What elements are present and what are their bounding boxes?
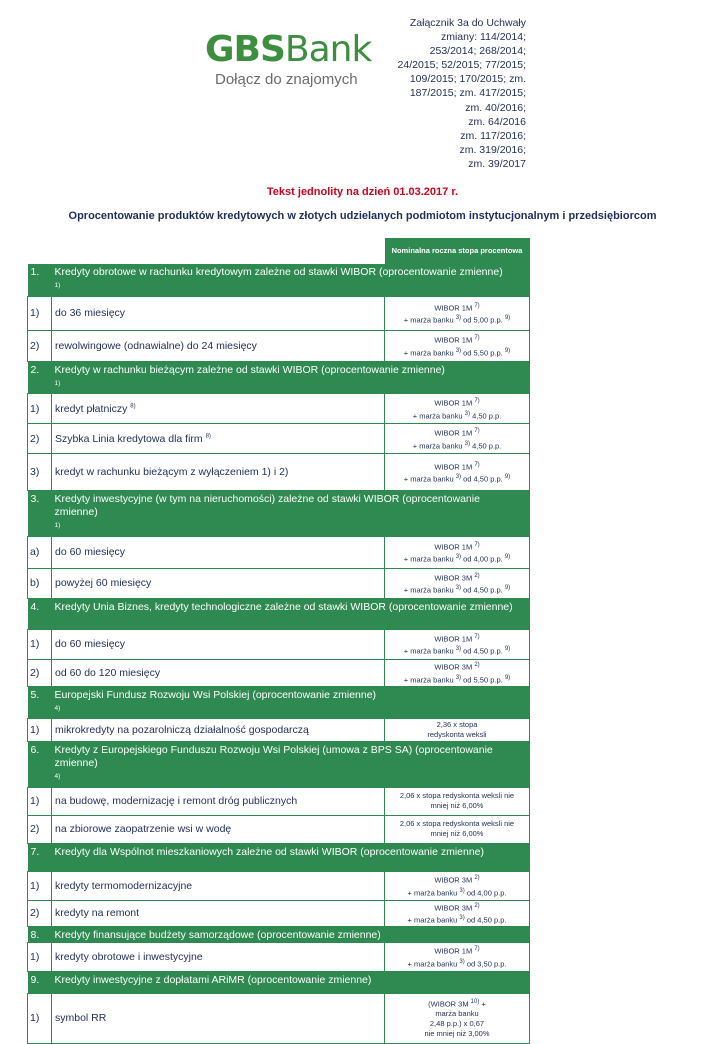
- cell-text: do 36 miesięcy: [55, 307, 126, 319]
- section-heading: [52, 686, 530, 719]
- cell-text: Kredyty z Europejskiego Funduszu Rozwoju Wsi Polskiej (umowa z BPS SA) (oprocentowanie zmienne): [54, 744, 493, 769]
- product-name: [52, 787, 385, 815]
- rate-line: [385, 873, 529, 886]
- cell-text: WIBOR 3M: [434, 903, 475, 912]
- section-number: 3.: [28, 491, 52, 537]
- section-heading: [52, 971, 530, 993]
- product-row: [28, 942, 530, 971]
- rate-line: [385, 660, 529, 673]
- cell-text: WIBOR 3M: [434, 875, 475, 885]
- product-row: [28, 719, 530, 742]
- cell-text: + marża banku: [407, 915, 460, 925]
- product-number: 1): [28, 942, 52, 971]
- rate-line: [385, 301, 529, 314]
- cell-text: kredyt w rachunku bieżącym z wyłączeniem 1) i 2): [55, 466, 289, 478]
- gbs-bank-logo: [205, 29, 375, 94]
- section-heading: [52, 598, 530, 629]
- section-number: 7.: [28, 843, 52, 871]
- footnote-ref: 2): [474, 875, 480, 881]
- footnote-ref: 9): [504, 315, 511, 321]
- product-row: [28, 296, 530, 330]
- rate-line: [385, 313, 529, 326]
- logo-wordmark: GBSBank: [205, 29, 372, 70]
- footnote-ref: 7): [474, 335, 480, 341]
- cell-text: od 4,50 p.p.: [461, 474, 505, 484]
- rate-line: [385, 396, 529, 409]
- footnote-ref: 7): [474, 428, 480, 434]
- cell-text: + marża banku: [412, 441, 465, 450]
- cell-text: od 3,50 p.p.: [464, 959, 507, 968]
- rate-line: [385, 730, 529, 740]
- cell-text: + marża banku: [407, 888, 460, 897]
- appendix-line: zmiany: 114/2014;: [440, 31, 526, 44]
- rate-line: [385, 460, 529, 473]
- section-heading: [52, 926, 530, 942]
- rate-line: [385, 901, 529, 914]
- appendix-line: zm. 319/2016;: [459, 143, 526, 156]
- product-number: 2): [28, 330, 52, 361]
- footnote-ref: 8): [130, 403, 136, 409]
- cell-text: od 4,00 p.p.: [461, 554, 505, 564]
- cell-text: WIBOR 1M: [434, 946, 475, 956]
- cell-text: do 60 miesięcy: [55, 638, 126, 650]
- footnote-ref: 3): [455, 646, 462, 652]
- footnote-ref: 2): [474, 902, 480, 909]
- cell-text: WIBOR 1M: [434, 634, 475, 643]
- footnote-ref: 7): [474, 398, 480, 404]
- section-heading: [52, 491, 530, 537]
- product-rate: [385, 629, 530, 659]
- product-name: [52, 900, 385, 926]
- section-number: 6.: [28, 742, 52, 788]
- rate-line: [385, 472, 529, 485]
- cell-text: Kredyty w rachunku bieżącym zależne od stawki WIBOR (oprocentowanie zmienne): [54, 363, 445, 376]
- cell-text: + marża banku: [403, 474, 456, 484]
- product-row: [28, 629, 530, 659]
- section-row: [28, 264, 530, 296]
- footnote-ref: 2): [474, 662, 480, 668]
- product-row: [28, 568, 530, 598]
- appendix-line: 187/2015; zm. 417/2015;: [409, 87, 526, 100]
- product-rate: [385, 454, 530, 491]
- product-name: [52, 815, 385, 843]
- section-row: [28, 843, 530, 871]
- cell-text: symbol RR: [55, 1012, 107, 1024]
- product-name: [52, 424, 385, 454]
- cell-text: + marża banku: [412, 411, 465, 420]
- appendix-line: zm. 64/2016: [468, 115, 526, 128]
- product-row: [28, 993, 530, 1043]
- footnote-ref: 9): [504, 674, 511, 681]
- section-number: 1.: [28, 264, 52, 296]
- product-rate: [385, 787, 530, 815]
- cell-text: od 60 do 120 miesięcy: [55, 666, 161, 679]
- product-number: 1): [28, 394, 52, 424]
- rate-line: [385, 333, 529, 346]
- product-row: [28, 394, 530, 424]
- header-blank-cell: [28, 238, 385, 264]
- footnote-ref: 3): [455, 554, 462, 560]
- rate-line: [385, 1019, 529, 1029]
- rate-line: [385, 720, 529, 730]
- logo-tagline: Dołącz do znajomych: [215, 71, 358, 88]
- product-name: [52, 993, 385, 1043]
- product-number: 1): [28, 993, 52, 1043]
- table-header-row: [28, 238, 530, 264]
- cell-text: Europejski Fundusz Rozwoju Wsi Polskiej (oprocentowanie zmienne): [54, 688, 377, 701]
- cell-text: mniej niż 6,00%: [430, 801, 484, 810]
- product-rate: [385, 871, 530, 900]
- rate-line: [385, 1009, 529, 1019]
- product-row: [28, 424, 530, 454]
- cell-text: kredyt płatniczy: [55, 402, 131, 415]
- cell-text: 4,50 p.p.: [469, 441, 502, 450]
- rate-line: [385, 346, 529, 359]
- appendix-line: zm. 40/2016;: [465, 101, 526, 114]
- appendix-line: Załącznik 3a do Uchwały: [409, 17, 526, 29]
- footnote-ref: 1): [54, 379, 61, 387]
- cell-text: od 4,50 p.p.: [461, 646, 505, 656]
- section-row: [28, 686, 530, 719]
- product-number: b): [28, 568, 52, 598]
- footnote-ref: 2): [474, 572, 480, 579]
- product-name: [52, 454, 385, 491]
- rate-line: [385, 829, 529, 839]
- rate-line: [385, 426, 529, 439]
- product-rate: [385, 659, 530, 686]
- appendix-line: 253/2014; 268/2014;: [429, 45, 526, 58]
- cell-text: + marża banku: [403, 554, 456, 564]
- footnote-ref: 1): [54, 522, 61, 529]
- footnote-ref: 9): [504, 585, 511, 591]
- product-rate: [385, 536, 530, 568]
- footnote-ref: 7): [474, 633, 480, 640]
- product-row: [28, 871, 530, 900]
- product-number: 2): [28, 424, 52, 454]
- section-row: [28, 971, 530, 993]
- cell-text: kredyty na remont: [55, 907, 140, 919]
- cell-text: Kredyty inwestycyjne z dopłatami ARiMR (oprocentowanie zmienne): [54, 973, 372, 986]
- cell-text: WIBOR 1M: [434, 303, 475, 312]
- section-row: [28, 598, 530, 629]
- rate-line: [385, 997, 529, 1010]
- product-rate: [385, 900, 530, 926]
- cell-text: od 4,50 p.p.: [464, 915, 507, 925]
- product-number: 1): [28, 871, 52, 900]
- cell-text: na zbiorowe zaopatrzenie wsi w wodę: [55, 823, 232, 835]
- product-number: 1): [28, 296, 52, 330]
- cell-text: Szybka Linia kredytowa dla firm: [55, 432, 206, 445]
- product-rate: [385, 568, 530, 598]
- cell-text: od 5,50 p.p.: [461, 675, 505, 684]
- product-number: 2): [28, 659, 52, 686]
- cell-text: Kredyty obrotowe w rachunku kredytowym zależne od stawki WIBOR (oprocentowanie zmienne): [54, 266, 503, 278]
- footnote-ref: 3): [455, 585, 462, 591]
- rate-line: [385, 540, 529, 553]
- cell-text: + marża banku: [403, 315, 456, 325]
- footnote-ref: 3): [455, 347, 462, 354]
- footnote-ref: 3): [464, 440, 470, 447]
- cell-text: + marża banku: [403, 646, 456, 656]
- footnote-ref: 9): [504, 474, 511, 480]
- appendix-note: [380, 16, 526, 171]
- cell-text: 2,36 x stopa: [436, 720, 478, 729]
- rate-line: [385, 819, 529, 829]
- rate-line: [385, 913, 529, 926]
- cell-text: + marża banku: [403, 675, 456, 684]
- footnote-ref: 4): [54, 773, 61, 780]
- cell-text: 2,48 p.p.) x 0,67: [429, 1019, 485, 1029]
- cell-text: od 4,50 p.p.: [461, 585, 505, 595]
- footnote-ref: 7): [474, 946, 480, 952]
- rate-line: [385, 644, 529, 657]
- footnote-ref: 3): [459, 915, 465, 921]
- section-heading: [52, 742, 530, 788]
- rate-line: [385, 583, 529, 596]
- product-rate: [385, 815, 530, 843]
- cell-text: nie mniej niż 3,00%: [424, 1029, 490, 1039]
- footnote-ref: 3): [455, 674, 462, 681]
- cell-text: marża banku: [435, 1009, 479, 1019]
- product-row: [28, 900, 530, 926]
- cell-text: 2,06 x stopa redyskonta weksli nie: [399, 819, 515, 828]
- rate-line: [385, 944, 529, 957]
- footnote-ref: 8): [205, 433, 211, 439]
- footnote-ref: 7): [474, 461, 480, 468]
- cell-text: od 5,50 p.p.: [461, 348, 505, 357]
- product-number: 1): [28, 629, 52, 659]
- footnote-ref: 7): [474, 302, 480, 309]
- cell-text: + marża banku: [407, 959, 460, 968]
- footnote-ref: 10): [470, 998, 480, 1005]
- section-row: [28, 926, 530, 942]
- cell-text: mikrokredyty na pozarolniczą działalność gospodarczą: [55, 724, 309, 736]
- section-heading: [52, 264, 530, 296]
- footnote-ref: 3): [455, 315, 462, 321]
- product-name: [52, 629, 385, 659]
- cell-text: kredyty termomodernizacyjne: [55, 879, 193, 892]
- cell-text: do 60 miesięcy: [55, 546, 126, 558]
- cell-text: Kredyty finansujące budżety samorządowe (oprocentowanie zmienne): [54, 928, 381, 941]
- cell-text: Kredyty dla Wspólnot mieszkaniowych zależne od stawki WIBOR (oprocentowanie zmienne): [54, 845, 485, 858]
- product-row: [28, 787, 530, 815]
- section-number: 4.: [28, 598, 52, 629]
- section-heading: [52, 361, 530, 394]
- footnote-ref: 3): [464, 410, 470, 417]
- rate-line: [385, 886, 529, 899]
- cell-text: mniej niż 6,00%: [430, 829, 484, 838]
- product-name: [52, 659, 385, 686]
- cell-text: na budowę, modernizację i remont dróg publicznych: [55, 795, 298, 807]
- product-name: [52, 536, 385, 568]
- cell-text: od 5,00 p.p.: [461, 315, 505, 325]
- footnote-ref: 3): [459, 958, 465, 965]
- cell-text: redyskonta weksli: [427, 730, 487, 739]
- rate-line: [385, 1029, 529, 1039]
- product-name: [52, 394, 385, 424]
- rate-column-header: Nominalna roczna stopa procentowa: [385, 238, 530, 264]
- product-name: [52, 942, 385, 971]
- product-row: [28, 330, 530, 361]
- rate-line: [385, 571, 529, 584]
- product-rate: [385, 296, 530, 330]
- cell-text: Kredyty Unia Biznes, kredyty technologiczne zależne od stawki WIBOR (oprocentowanie zmienne): [54, 600, 513, 613]
- rate-line: [385, 957, 529, 970]
- footnote-ref: 9): [504, 646, 511, 652]
- section-number: 8.: [28, 926, 52, 942]
- section-row: [28, 742, 530, 788]
- rate-line: [385, 632, 529, 645]
- appendix-line: zm. 39/2017: [468, 157, 526, 170]
- rate-line: [385, 552, 529, 565]
- rate-line: [385, 791, 529, 801]
- rate-line: [385, 409, 529, 422]
- product-number: 1): [28, 787, 52, 815]
- product-name: [52, 568, 385, 598]
- product-row: [28, 815, 530, 843]
- interest-rate-table: [27, 238, 530, 1044]
- footnote-ref: 9): [504, 554, 511, 560]
- cell-text: WIBOR 1M: [434, 542, 475, 551]
- appendix-line: 109/2015; 170/2015; zm.: [409, 73, 526, 86]
- cell-text: powyżej 60 miesięcy: [55, 577, 152, 589]
- appendix-line: 24/2015; 52/2015; 77/2015;: [397, 59, 526, 72]
- cell-text: 2,06 x stopa redyskonta weksli nie: [399, 791, 515, 800]
- section-row: [28, 361, 530, 394]
- cell-text: kredyty obrotowe i inwestycyjne: [55, 950, 203, 963]
- rate-line: [385, 801, 529, 811]
- product-number: 2): [28, 815, 52, 843]
- section-row: [28, 491, 530, 537]
- product-rate: [385, 719, 530, 742]
- product-row: [28, 659, 530, 686]
- section-title: Oprocentowanie produktów kredytowych w złotych udzielanych podmiotom instytucjonalnym i przedsiębiorcom: [68, 210, 657, 222]
- footnote-ref: 9): [504, 347, 511, 354]
- cell-text: WIBOR 1M: [434, 462, 475, 471]
- product-name: [52, 330, 385, 361]
- product-rate: [385, 394, 530, 424]
- cell-text: (WIBOR 3M: [428, 999, 471, 1009]
- product-name: [52, 719, 385, 742]
- product-number: 2): [28, 900, 52, 926]
- product-name: [52, 296, 385, 330]
- cell-text: +: [479, 999, 486, 1009]
- product-number: 3): [28, 454, 52, 491]
- footnote-ref: 7): [474, 541, 480, 548]
- cell-text: + marża banku: [403, 585, 456, 595]
- section-number: 2.: [28, 361, 52, 394]
- rate-line: [385, 439, 529, 452]
- footnote-ref: 1): [54, 282, 61, 289]
- appendix-line: zm. 117/2016;: [460, 129, 526, 142]
- section-number: 5.: [28, 686, 52, 719]
- cell-text: rewolwingowe (odnawialne) do 24 miesięcy: [55, 339, 257, 352]
- product-row: [28, 536, 530, 568]
- product-name: [52, 871, 385, 900]
- document-title: Tekst jednolity na dzień 01.03.2017 r.: [266, 186, 459, 198]
- cell-text: WIBOR 1M: [434, 398, 475, 408]
- cell-text: WIBOR 1M: [434, 335, 475, 345]
- cell-text: 4,50 p.p.: [469, 411, 502, 420]
- rate-line: [385, 673, 529, 686]
- cell-text: od 4,00 p.p.: [464, 888, 507, 897]
- product-number: 1): [28, 719, 52, 742]
- product-rate: [385, 993, 530, 1043]
- product-rate: [385, 424, 530, 454]
- cell-text: + marża banku: [403, 348, 456, 357]
- product-rate: [385, 330, 530, 361]
- cell-text: Kredyty inwestycyjne (w tym na nieruchomości) zależne od stawki WIBOR (oprocentowanie zmienne): [54, 493, 480, 518]
- product-rate: [385, 942, 530, 971]
- product-row: [28, 454, 530, 491]
- footnote-ref: 4): [54, 704, 61, 712]
- section-heading: [52, 843, 530, 871]
- cell-text: WIBOR 1M: [434, 428, 475, 438]
- cell-text: WIBOR 3M: [434, 662, 475, 672]
- footnote-ref: 3): [459, 887, 465, 894]
- footnote-ref: 3): [455, 474, 462, 480]
- section-number: 9.: [28, 971, 52, 993]
- cell-text: WIBOR 3M: [434, 573, 475, 582]
- product-number: a): [28, 536, 52, 568]
